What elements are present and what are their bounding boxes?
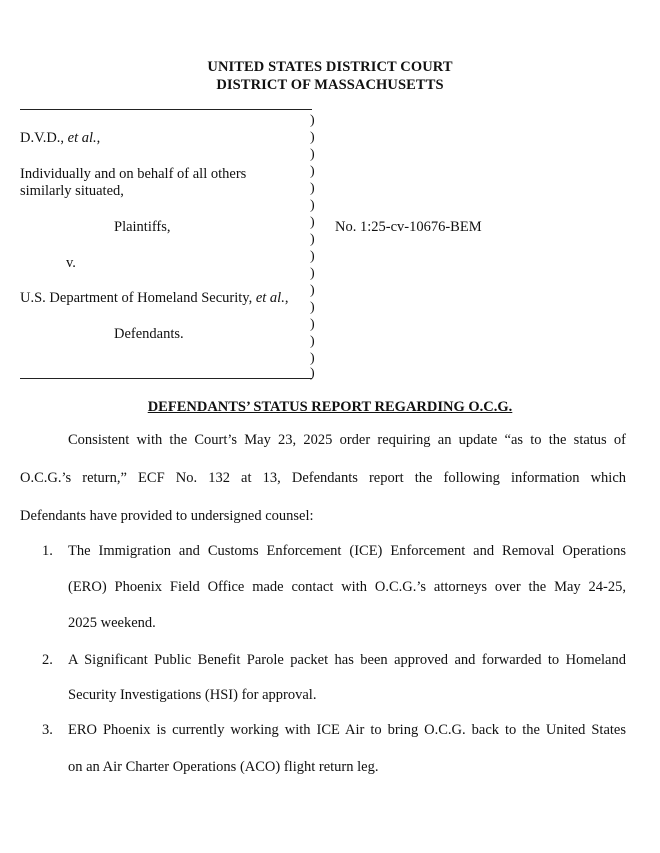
- defendants-label: Defendants.: [114, 326, 184, 342]
- caption-paren: ): [310, 215, 315, 230]
- caption-paren: ): [310, 283, 315, 298]
- list-item-number: 2.: [42, 652, 53, 668]
- list-item-number: 1.: [42, 543, 53, 559]
- caption-paren: ): [310, 249, 315, 264]
- plaintiffs-label: Plaintiffs,: [114, 219, 171, 235]
- plaintiff-name: D.V.D., et al.,: [20, 130, 101, 146]
- list-item-line: 2025 weekend.: [68, 615, 156, 631]
- caption-paren: ): [310, 147, 315, 162]
- caption-paren: ): [310, 164, 315, 179]
- caption-paren: ): [310, 181, 315, 196]
- document-title: DEFENDANTS’ STATUS REPORT REGARDING O.C.G.: [147, 399, 513, 415]
- list-item-line: (ERO) Phoenix Field Office made contact with O.C.G.’s attorneys over the May 24-25,: [68, 579, 626, 595]
- versus-label: v.: [66, 255, 76, 271]
- caption-paren: ): [310, 113, 315, 128]
- defendant-name: U.S. Department of Homeland Security, et al.,: [20, 290, 289, 306]
- intro-line-1: Consistent with the Court’s May 23, 2025 order requiring an update “as to the status of: [68, 432, 626, 448]
- court-district: DISTRICT OF MASSACHUSETTS: [216, 77, 444, 93]
- caption-paren: ): [310, 232, 315, 247]
- caption-paren: ): [310, 317, 315, 332]
- list-item-line: ERO Phoenix is currently working with ICE Air to bring O.C.G. back to the United States: [68, 722, 626, 738]
- intro-line-3: Defendants have provided to undersigned counsel:: [20, 508, 314, 524]
- list-item-line: on an Air Charter Operations (ACO) flight return leg.: [68, 759, 379, 775]
- court-name: UNITED STATES DISTRICT COURT: [207, 59, 453, 75]
- caption-paren: ): [310, 130, 315, 145]
- intro-line-2: O.C.G.’s return,” ECF No. 132 at 13, Defendants report the following information which: [20, 470, 626, 486]
- caption-paren: ): [310, 266, 315, 281]
- caption-top-rule: [20, 109, 312, 110]
- list-item-line: The Immigration and Customs Enforcement (ICE) Enforcement and Removal Operations: [68, 543, 626, 559]
- list-item-line: A Significant Public Benefit Parole packet has been approved and forwarded to Homeland: [68, 652, 626, 668]
- caption-paren: ): [310, 334, 315, 349]
- list-item-line: Security Investigations (HSI) for approval.: [68, 687, 317, 703]
- caption-paren: ): [310, 300, 315, 315]
- individually-line-2: similarly situated,: [20, 183, 124, 199]
- caption-paren: ): [310, 351, 315, 366]
- list-item-number: 3.: [42, 722, 53, 738]
- caption-bottom-rule: [20, 378, 312, 379]
- individually-line-1: Individually and on behalf of all others: [20, 166, 247, 182]
- caption-paren: ): [310, 366, 315, 381]
- case-number: No. 1:25-cv-10676-BEM: [335, 219, 482, 235]
- caption-paren: ): [310, 198, 315, 213]
